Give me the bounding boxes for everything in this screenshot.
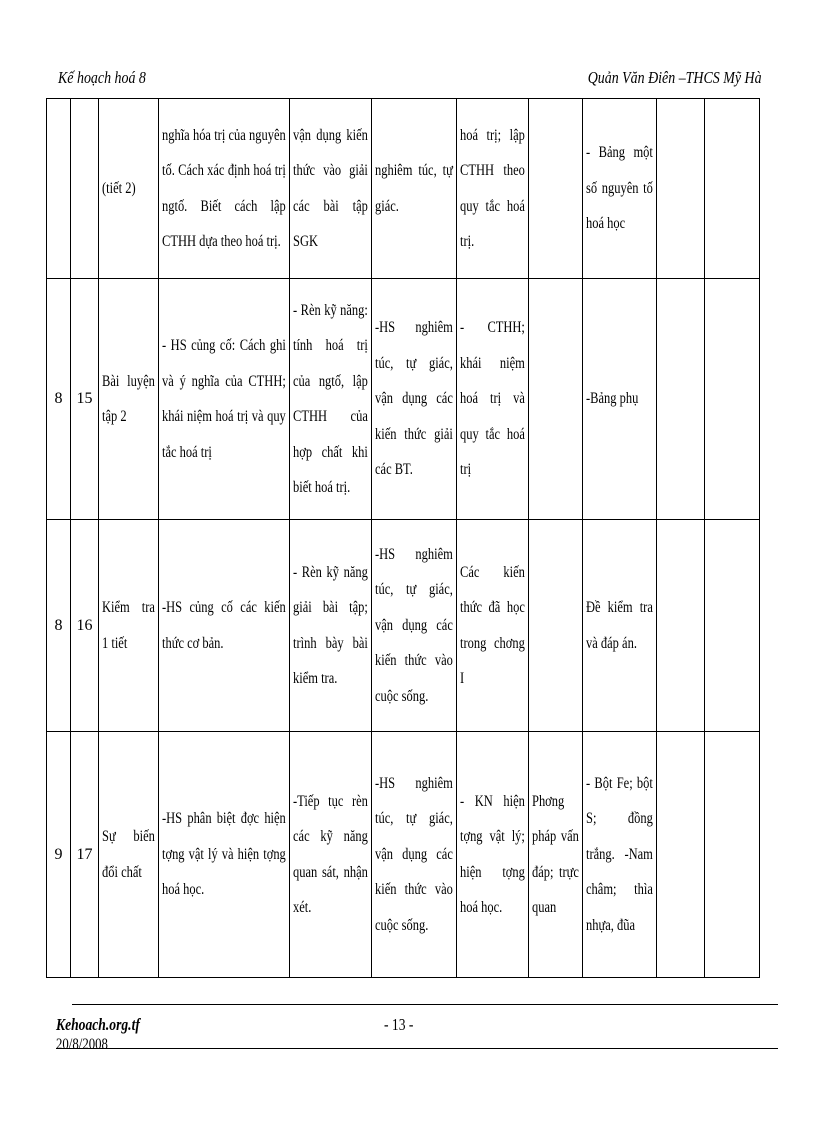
skills-cell: - Rèn kỹ năng: tính hoá trị của ngtố, lập CTHH của hợp chất khi biết hoá trị. xyxy=(290,279,372,520)
extra-cell xyxy=(657,99,705,279)
skills-cell: - Rèn kỹ năng giải bài tập; trình bày bài kiểm tra. xyxy=(290,520,372,732)
footer-divider xyxy=(56,1048,778,1049)
goals-cell: -HS củng cố các kiến thức cơ bản. xyxy=(159,520,290,732)
table-row xyxy=(47,520,760,732)
week-cell: 8 xyxy=(47,520,71,732)
focus-cell: - CTHH; khái niệm hoá trị và quy tắc hoá trị xyxy=(457,279,529,520)
materials-cell: Đề kiểm tra và đáp án. xyxy=(583,520,657,732)
footer-divider xyxy=(72,1004,778,1005)
week-cell: 9 xyxy=(47,732,71,978)
lesson-number-cell: 15 xyxy=(71,279,99,520)
week-cell xyxy=(47,99,71,279)
method-cell xyxy=(529,99,583,279)
goals-cell: - HS củng cố: Cách ghi và ý nghĩa của CTHH; khái niệm hoá trị và quy tắc hoá trị xyxy=(159,279,290,520)
attitude-cell: -HS nghiêm túc, tự giác, vận dụng các kiến thức vào cuộc sống. xyxy=(372,732,457,978)
table-row xyxy=(47,732,760,978)
focus-cell: hoá trị; lập CTHH theo quy tắc hoá trị. xyxy=(457,99,529,279)
skills-cell: -Tiếp tục rèn các kỹ năng quan sát, nhận xét. xyxy=(290,732,372,978)
attitude-cell: -HS nghiêm túc, tự giác, vận dụng các kiến thức vào cuộc sống. xyxy=(372,520,457,732)
materials-cell: -Bảng phụ xyxy=(583,279,657,520)
page-header xyxy=(58,68,762,94)
lesson-title-cell: (tiết 2) xyxy=(99,99,159,279)
page-number: - 13 - xyxy=(384,1015,414,1034)
lesson-title-cell: Bài luyện tập 2 xyxy=(99,279,159,520)
method-cell xyxy=(529,520,583,732)
goals-cell: -HS phân biệt đợc hiện tợng vật lý và hiện tợng hoá học. xyxy=(159,732,290,978)
lesson-number-cell: 17 xyxy=(71,732,99,978)
table-row xyxy=(47,279,760,520)
focus-cell: Các kiến thức đã học trong chơng I xyxy=(457,520,529,732)
lesson-title-cell: Kiểm tra 1 tiết xyxy=(99,520,159,732)
method-cell: Phơng pháp vấn đáp; trực quan xyxy=(529,732,583,978)
extra-cell xyxy=(705,732,760,978)
footer-date: 20/8/2008 xyxy=(56,1036,108,1053)
attitude-cell: -HS nghiêm túc, tự giác, vận dụng các kiến thức giải các BT. xyxy=(372,279,457,520)
extra-cell xyxy=(705,279,760,520)
lesson-number-cell: 16 xyxy=(71,520,99,732)
table-row xyxy=(47,99,760,279)
extra-cell xyxy=(657,520,705,732)
extra-cell xyxy=(705,99,760,279)
focus-cell: - KN hiện tợng vật lý; hiện tợng hoá học. xyxy=(457,732,529,978)
lesson-number-cell xyxy=(71,99,99,279)
footer-site: Kehoach.org.tf xyxy=(56,1015,140,1034)
skills-cell: vận dụng kiến thức vào giải các bài tập SGK xyxy=(290,99,372,279)
header-subject: Kế hoạch hoá 8 xyxy=(58,68,146,87)
week-cell: 8 xyxy=(47,279,71,520)
materials-cell: - Bột Fe; bột S; đồng trắng. -Nam châm; thìa nhựa, đũa xyxy=(583,732,657,978)
header-author: Quản Văn Điên –THCS Mỹ Hà xyxy=(587,68,762,87)
extra-cell xyxy=(657,732,705,978)
goals-cell: nghĩa hóa trị của nguyên tố. Cách xác định hoá trị ngtố. Biết cách lập CTHH dựa theo hoá trị. xyxy=(159,99,290,279)
extra-cell xyxy=(705,520,760,732)
attitude-cell: nghiêm túc, tự giác. xyxy=(372,99,457,279)
lesson-plan-table xyxy=(46,98,760,978)
lesson-title-cell: Sự biến đổi chất xyxy=(99,732,159,978)
materials-cell: - Bảng một số nguyên tố hoá học xyxy=(583,99,657,279)
method-cell xyxy=(529,279,583,520)
extra-cell xyxy=(657,279,705,520)
